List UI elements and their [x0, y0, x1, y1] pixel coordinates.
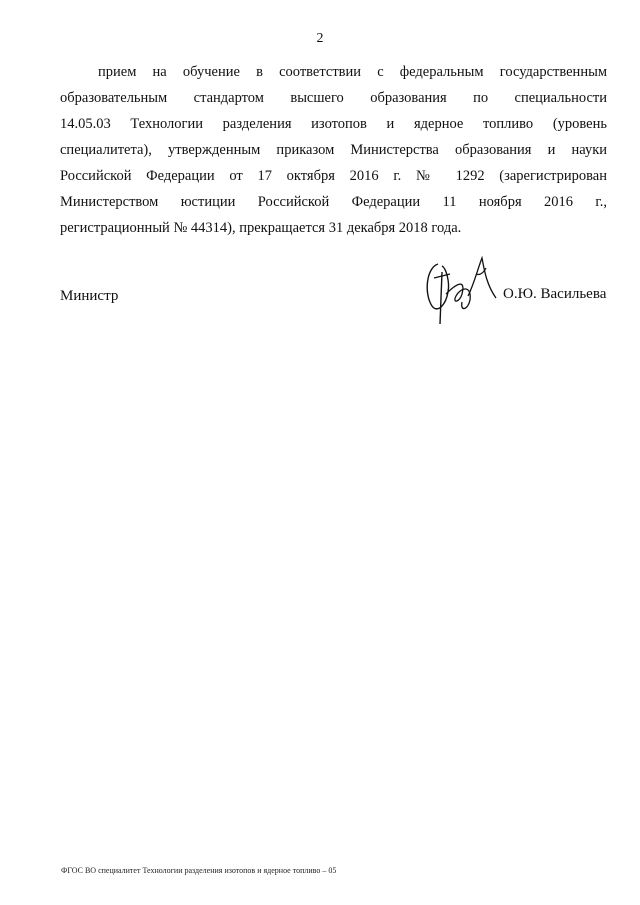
body-line: Министерством юстиции Российской Федерации 11 ноября 2016 г.,: [60, 194, 607, 210]
body-paragraph: [60, 59, 607, 241]
body-line: специалитета), утвержденным приказом Министерства образования и науки: [60, 142, 607, 158]
body-line: регистрационный № 44314), прекращается 31 декабря 2018 года.: [60, 220, 462, 236]
body-line: прием на обучение в соответствии с федеральным государственным: [98, 64, 607, 80]
body-line: Российской Федерации от 17 октября 2016 г. № 1292 (зарегистрирован: [60, 168, 607, 184]
body-line: образовательным стандартом высшего образования по специальности: [60, 90, 607, 106]
signatory-title: Министр: [60, 288, 119, 304]
page-number: 2: [316, 31, 324, 46]
handwritten-signature: [416, 254, 498, 326]
signatory-name: О.Ю. Васильева: [503, 286, 607, 302]
footer-note: ФГОС ВО специалитет Технологии разделения изотопов и ядерное топливо – 05: [61, 866, 337, 875]
body-line: 14.05.03 Технологии разделения изотопов и ядерное топливо (уровень: [60, 116, 607, 132]
